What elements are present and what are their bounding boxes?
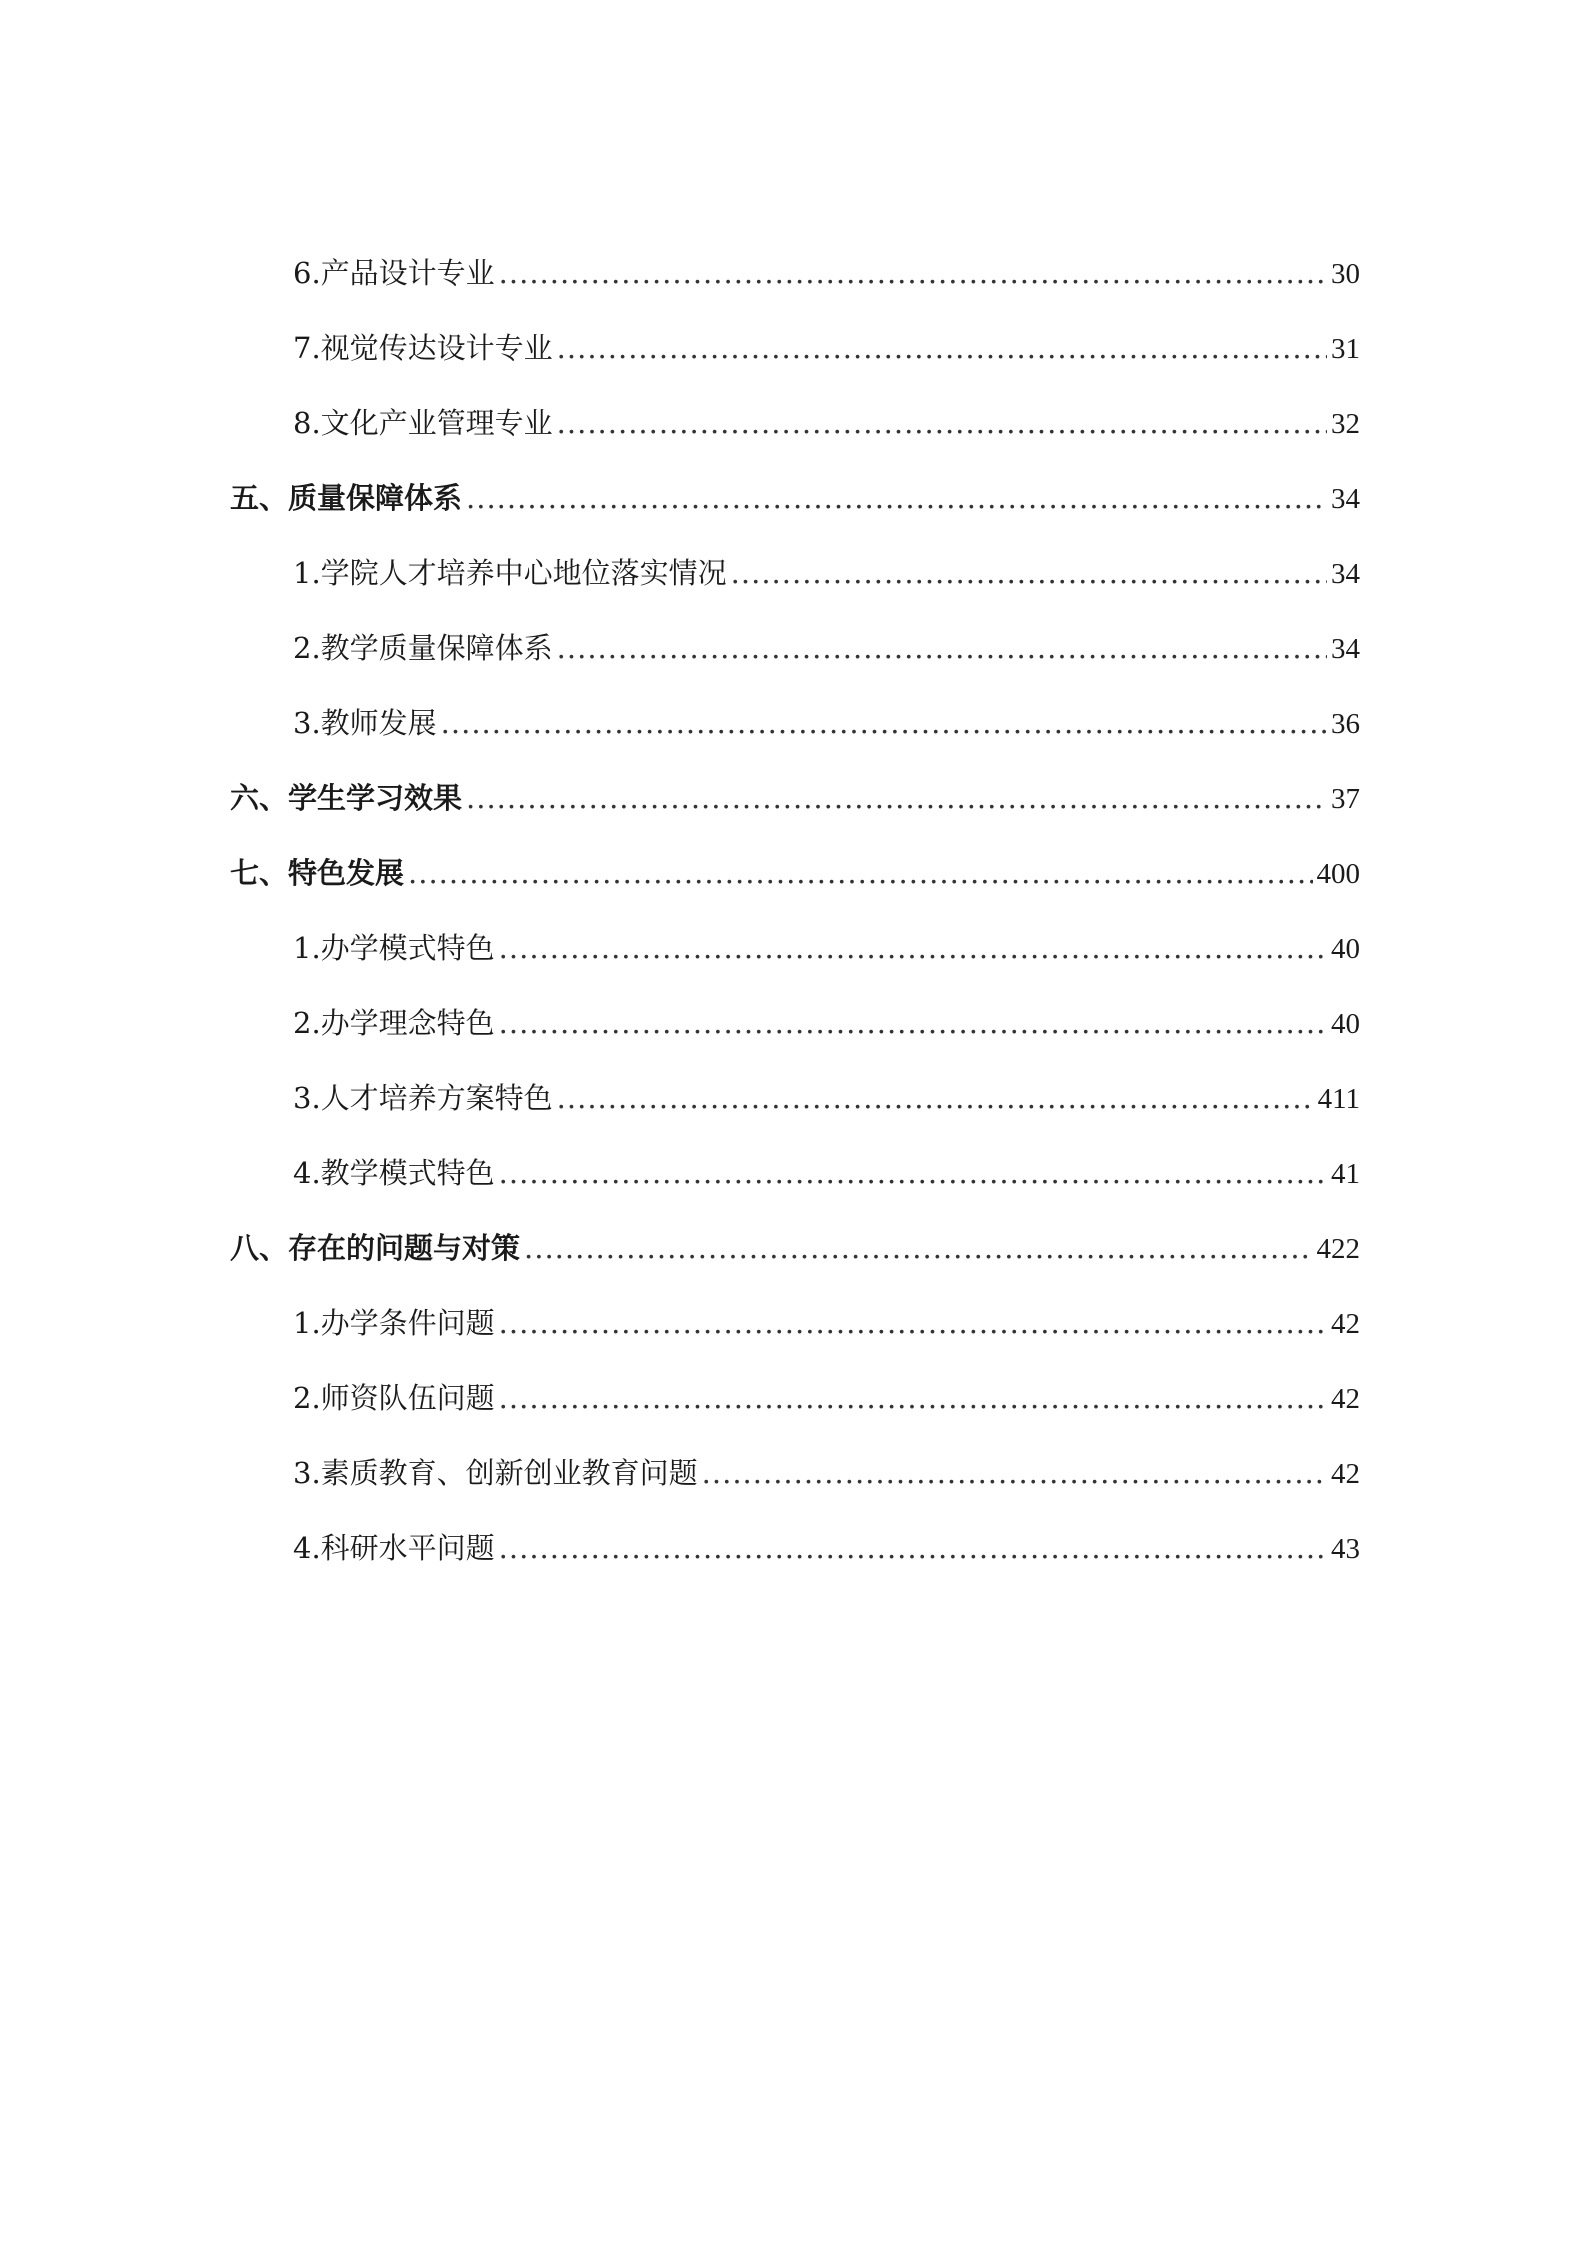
toc-page-number: 40 [1331, 933, 1360, 965]
toc-entry-title: 2.办学理念特色 [293, 1006, 495, 1040]
toc-dot-leader [466, 461, 1327, 536]
toc-dot-leader [557, 1061, 1314, 1136]
toc-entry-title: 1.办学模式特色 [293, 931, 495, 965]
toc-dot-leader [499, 1361, 1327, 1436]
toc-entry[interactable] [230, 1136, 1360, 1211]
toc-page-number: 34 [1331, 483, 1360, 515]
toc-page-number: 41 [1331, 1158, 1360, 1190]
toc-entry-title: 4.科研水平问题 [293, 1531, 495, 1565]
toc-section-heading[interactable] [230, 461, 1360, 536]
toc-section-heading[interactable] [230, 836, 1360, 911]
toc-entry[interactable] [230, 1361, 1360, 1436]
toc-dot-leader [499, 236, 1327, 311]
toc-dot-leader [731, 536, 1327, 611]
toc-entry-title: 2.师资队伍问题 [293, 1381, 495, 1415]
toc-dot-leader [408, 836, 1312, 911]
toc-entry-title: 3.素质教育、创新创业教育问题 [293, 1456, 698, 1490]
toc-dot-leader [557, 611, 1327, 686]
toc-page-number: 32 [1331, 408, 1360, 440]
toc-page-number: 34 [1331, 558, 1360, 590]
toc-dot-leader [499, 1511, 1327, 1586]
toc-entry[interactable] [230, 536, 1360, 611]
toc-page-number: 40 [1331, 1008, 1360, 1040]
toc-entry-title: 1.学院人才培养中心地位落实情况 [293, 556, 727, 590]
toc-entry[interactable] [230, 1061, 1360, 1136]
toc-entry[interactable] [230, 1511, 1360, 1586]
toc-dot-leader [499, 1286, 1327, 1361]
toc-entry-title: 7.视觉传达设计专业 [293, 331, 553, 365]
toc-entry-title: 五、质量保障体系 [230, 481, 463, 515]
toc-entry[interactable] [230, 986, 1360, 1061]
toc-page-number: 411 [1317, 1083, 1360, 1115]
toc-entry-title: 六、学生学习效果 [230, 781, 463, 815]
toc-dot-leader [499, 986, 1327, 1061]
toc-entry-title: 2.教学质量保障体系 [293, 631, 553, 665]
toc-page-number: 42 [1331, 1458, 1360, 1490]
toc-entry-title: 1.办学条件问题 [293, 1306, 495, 1340]
toc-entry-title: 八、存在的问题与对策 [230, 1231, 521, 1265]
toc-section-heading[interactable] [230, 761, 1360, 836]
toc-entry-title: 8.文化产业管理专业 [293, 406, 553, 440]
toc-dot-leader [557, 386, 1327, 461]
toc-section-heading[interactable] [230, 1211, 1360, 1286]
toc-entry-title: 3.人才培养方案特色 [293, 1081, 553, 1115]
toc-page-number: 30 [1331, 258, 1360, 290]
toc-page-number: 422 [1316, 1233, 1360, 1265]
table-of-contents [230, 236, 1360, 1586]
toc-dot-leader [702, 1436, 1327, 1511]
toc-entry[interactable] [230, 911, 1360, 986]
toc-page-number: 400 [1316, 858, 1360, 890]
toc-entry-title: 七、特色发展 [230, 856, 405, 890]
toc-entry[interactable] [230, 1436, 1360, 1511]
toc-dot-leader [499, 1136, 1327, 1211]
toc-dot-leader [499, 911, 1327, 986]
toc-page-number: 31 [1331, 333, 1360, 365]
toc-entry-title: 3.教师发展 [293, 706, 437, 740]
toc-dot-leader [441, 686, 1327, 761]
toc-page-number: 37 [1331, 783, 1360, 815]
toc-entry[interactable] [230, 611, 1360, 686]
toc-dot-leader [466, 761, 1327, 836]
toc-page-number: 43 [1331, 1533, 1360, 1565]
toc-entry[interactable] [230, 386, 1360, 461]
toc-entry[interactable] [230, 1286, 1360, 1361]
toc-page-number: 42 [1331, 1308, 1360, 1340]
toc-entry-title: 4.教学模式特色 [293, 1156, 495, 1190]
toc-page-number: 36 [1331, 708, 1360, 740]
toc-page-number: 42 [1331, 1383, 1360, 1415]
toc-entry[interactable] [230, 311, 1360, 386]
toc-dot-leader [557, 311, 1327, 386]
toc-entry-title: 6.产品设计专业 [293, 256, 495, 290]
toc-entry[interactable] [230, 686, 1360, 761]
toc-dot-leader [524, 1211, 1312, 1286]
toc-page-number: 34 [1331, 633, 1360, 665]
toc-entry[interactable] [230, 236, 1360, 311]
